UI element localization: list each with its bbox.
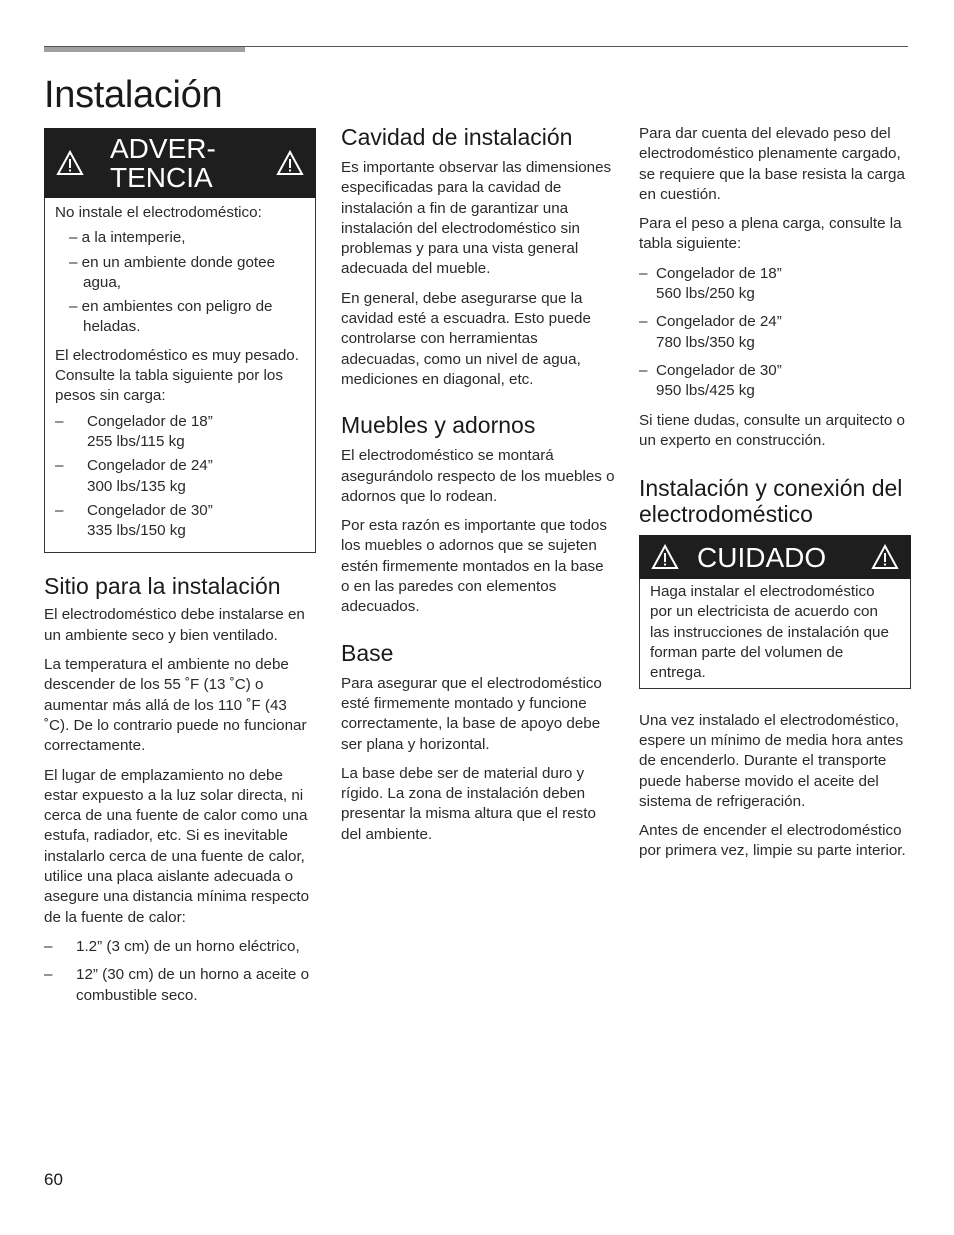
weight-value: 950 lbs/425 kg	[656, 382, 755, 400]
paragraph: Para el peso a plena carga, consulte la tabla siguiente:	[639, 215, 902, 253]
column-middle	[341, 124, 616, 854]
warning-title-line1: ADVER-	[110, 133, 216, 164]
dash-marker: –	[639, 361, 648, 379]
dash-marker: –	[55, 501, 64, 519]
list-item	[639, 361, 911, 402]
paragraph: Una vez instalado el electrodoméstico, espere un mínimo de media hora antes de encenderlo. Durante el transporte puede haberse movido el aceite del sistema de refrigeración.	[639, 711, 904, 810]
warning-title-line2: TENCIA	[110, 162, 213, 193]
section-heading-cavity: Cavidad de instalación	[341, 124, 573, 150]
paragraph: La base debe ser de material duro y rígido. La zona de instalación deben presentar la misma altura que el resto del ambiente.	[341, 764, 596, 843]
weight-model: Congelador de 30”	[87, 501, 213, 519]
section-heading-base: Base	[341, 639, 394, 666]
list-item: – en un ambiente donde gotee agua,	[69, 253, 276, 291]
paragraph: Para asegurar que el electrodoméstico esté firmemente montado y funcione correctamente, la base de apoyo debe ser plana y horizontal.	[341, 674, 602, 753]
list-item-text: 1.2” (3 cm) de un horno eléctrico,	[76, 937, 300, 955]
weight-value: 560 lbs/250 kg	[656, 285, 755, 303]
paragraph: Si tiene dudas, consulte un arquitecto o un experto en construcción.	[639, 411, 905, 449]
paragraph: Por esta razón es importante que todos los muebles o adornos que se sujeten estén firmemente montados en la base o en las paredes con elementos adecuados.	[341, 517, 607, 616]
section-heading-furniture: Muebles y adornos	[341, 412, 536, 439]
paragraph: En general, debe asegurarse que la cavidad esté a escuadra. Esto puede controlarse con herramientas adecuadas, como un nivel de agua, mediciones en diagonal, etc.	[341, 289, 591, 388]
weight-model: Congelador de 24”	[656, 313, 782, 331]
list-item: – en ambientes con peligro de heladas.	[69, 298, 273, 336]
empty-weight-list	[55, 412, 305, 542]
weight-value: 335 lbs/150 kg	[87, 522, 186, 540]
warning-body	[44, 198, 316, 553]
warning-title	[84, 134, 276, 192]
weight-model: Congelador de 30”	[656, 361, 782, 379]
dash-marker: –	[44, 966, 53, 984]
distance-list	[44, 937, 316, 1006]
page-number: 60	[44, 1170, 63, 1189]
warning-weight-text: El electrodoméstico es muy pesado. Consulte la tabla siguiente por los pesos sin carga:	[55, 346, 299, 405]
column-left	[44, 128, 316, 1015]
list-item	[44, 937, 316, 957]
caution-title: CUIDADO	[697, 541, 827, 573]
list-item	[55, 412, 305, 453]
list-item	[55, 456, 305, 497]
warning-header	[44, 128, 316, 198]
dash-marker: –	[55, 457, 64, 475]
warning-triangle-icon	[871, 544, 899, 570]
dash-marker: –	[639, 313, 648, 331]
list-item	[44, 965, 316, 1006]
caution-text: Haga instalar el electrodoméstico por un electricista de acuerdo con las instrucciones de instalación que forman parte del volumen de entrega.	[650, 583, 889, 682]
dash-marker: –	[44, 937, 53, 955]
header-rule	[44, 46, 908, 47]
warning-triangle-icon	[56, 150, 84, 176]
paragraph: El electrodoméstico debe instalarse en un ambiente seco y bien ventilado.	[44, 606, 305, 644]
weight-model: Congelador de 18”	[656, 264, 782, 282]
list-item	[639, 312, 911, 353]
warning-intro: No instale el electrodoméstico:	[55, 204, 262, 221]
list-item	[55, 501, 305, 542]
paragraph: El lugar de emplazamiento no debe estar expuesto a la luz solar directa, ni cerca de una fuente de calor como una estufa, radiador, etc. Si es inevitable instalarlo cerca de una fuente de calor, utilice una placa aislante adecuada o asegure una distancia mínima respecto de la fuente de calor:	[44, 766, 310, 926]
section-heading-connection: Instalación y conexión del electrodoméstico	[639, 475, 903, 528]
weight-model: Congelador de 18”	[87, 412, 213, 430]
list-item	[639, 264, 911, 305]
list-item-text: 12” (30 cm) de un horno a aceite o combustible seco.	[76, 966, 310, 1004]
warning-triangle-icon	[276, 150, 304, 176]
weight-value: 300 lbs/135 kg	[87, 477, 186, 495]
paragraph: Antes de encender el electrodoméstico por primera vez, limpie su parte interior.	[639, 822, 906, 860]
paragraph: Para dar cuenta del elevado peso del electrodoméstico plenamente cargado, se requiere que la base resista la carga en cuestión.	[639, 125, 905, 203]
warning-triangle-icon	[651, 544, 679, 570]
caution-body	[639, 579, 911, 688]
list-item: – a la intemperie,	[69, 229, 186, 247]
warning-list	[55, 228, 305, 337]
caution-header	[639, 535, 911, 579]
page-title: Instalación	[44, 74, 223, 116]
weight-model: Congelador de 24”	[87, 457, 213, 475]
caution-box	[639, 535, 911, 688]
dash-marker: –	[639, 264, 648, 282]
full-weight-list	[639, 264, 911, 402]
dash-marker: –	[55, 412, 64, 430]
paragraph: El electrodoméstico se montará asegurándolo respecto de los muebles o adornos que lo rodean.	[341, 447, 615, 505]
column-right	[639, 125, 911, 871]
weight-value: 255 lbs/115 kg	[87, 432, 185, 450]
weight-value: 780 lbs/350 kg	[656, 333, 755, 351]
paragraph: La temperatura el ambiente no debe descender de los 55 ˚F (13 ˚C) o aumentar más allá de los 110 ˚F (43 ˚C). De lo contrario puede no funcionar correctamente.	[44, 656, 307, 755]
section-heading-site: Sitio para la instalación	[44, 573, 281, 600]
paragraph: Es importante observar las dimensiones especificadas para la cavidad de instalación a fin de garantizar una instalación del electrodoméstico sin problemas y para una vista general adecuada del mueble.	[341, 159, 612, 278]
warning-box	[44, 128, 316, 553]
